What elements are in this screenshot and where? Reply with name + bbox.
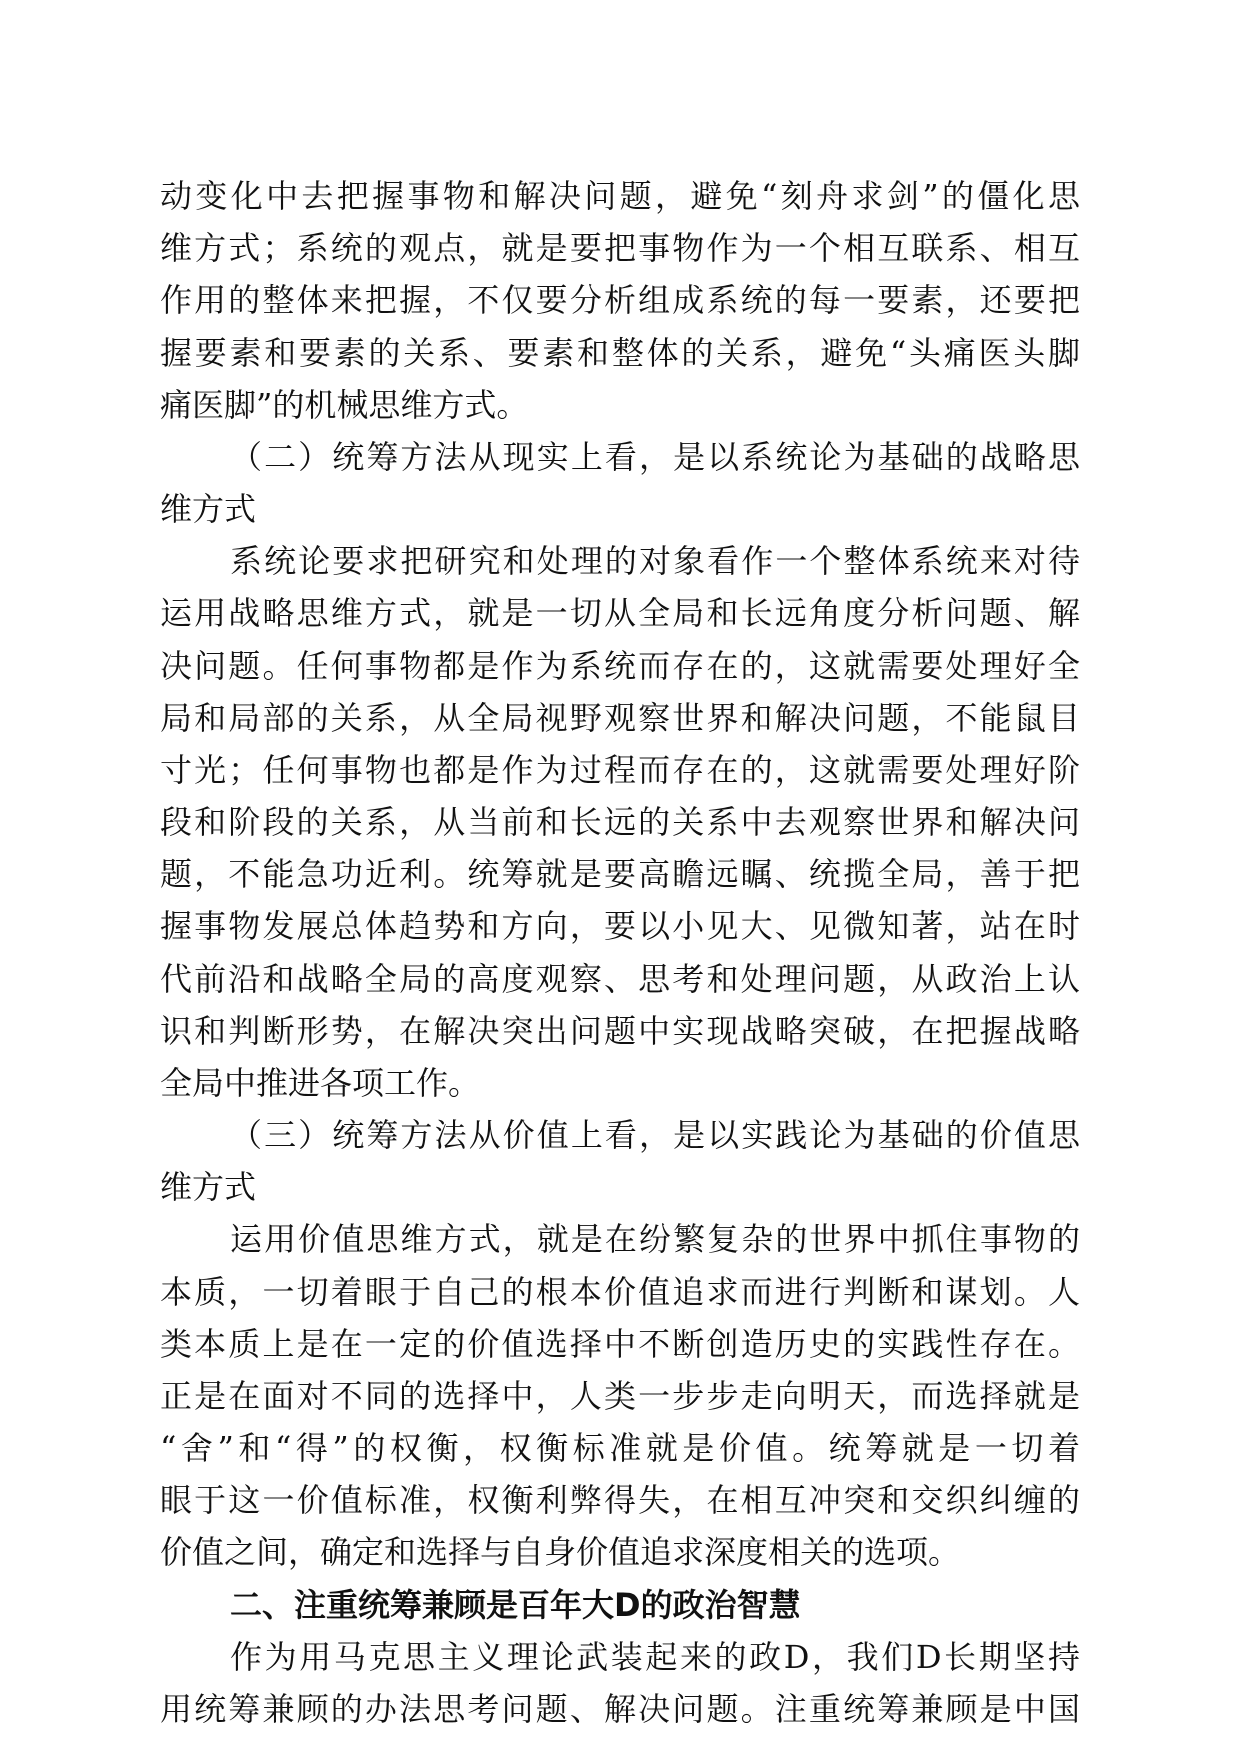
text-line: 运用战略思维方式，就是一切从全局和长远角度分析问题、解 <box>160 594 1080 633</box>
text-line: 全局中推进各项工作。 <box>160 1063 481 1102</box>
text-line: 本质，一切着眼于自己的根本价值追求而进行判断和谋划。人 <box>160 1272 1080 1311</box>
text-line: 局和局部的关系，从全局视野观察世界和解决问题，不能鼠目 <box>160 698 1080 737</box>
text-line: 用统筹兼顾的办法思考问题、解决问题。注重统筹兼顾是中国 <box>160 1689 1080 1728</box>
section-heading-cont: 维方式 <box>160 490 257 528</box>
text-line: 握要素和要素的关系、要素和整体的关系，避免“头痛医头脚 <box>160 333 1080 372</box>
text-line: 代前沿和战略全局的高度观察、思考和处理问题，从政治上认 <box>160 959 1080 998</box>
paragraph-first-line: 运用价值思维方式，就是在纷繁复杂的世界中抓住事物的 <box>230 1220 1080 1259</box>
text-line: 题，不能急功近利。统筹就是要高瞻远瞩、统揽全局，善于把 <box>160 855 1080 894</box>
chapter-heading: 二、注重统筹兼顾是百年大D的政治智慧 <box>230 1585 801 1624</box>
section-heading-cont: 维方式 <box>160 1168 257 1207</box>
text-line: 握事物发展总体趋势和方向，要以小见大、见微知著，站在时 <box>160 907 1080 946</box>
text-line: “舍”和“得”的权衡，权衡标准就是价值。统筹就是一切着 <box>160 1429 1080 1467</box>
paragraph-first-line: 作为用马克思主义理论武装起来的政D，我们D长期坚持 <box>230 1637 1080 1676</box>
text-line: 决问题。任何事物都是作为系统而存在的，这就需要处理好全 <box>160 646 1080 685</box>
text-line: 动变化中去把握事物和解决问题，避免“刻舟求剑”的僵化思 <box>160 177 1080 215</box>
text-line: 识和判断形势，在解决突出问题中实现战略突破，在把握战略 <box>160 1011 1080 1050</box>
text-line: 段和阶段的关系，从当前和长远的关系中去观察世界和解决问 <box>160 803 1080 841</box>
section-heading: （二）统筹方法从现实上看，是以系统论为基础的战略思 <box>230 437 1080 476</box>
text-line: 正是在面对不同的选择中，人类一步步走向明天，而选择就是 <box>160 1376 1080 1415</box>
section-heading: （三）统筹方法从价值上看，是以实践论为基础的价值思 <box>230 1116 1080 1154</box>
text-line: 类本质上是在一定的价值选择中不断创造历史的实践性存在。 <box>160 1324 1080 1363</box>
text-line: 眼于这一价值标准，权衡利弊得失，在相互冲突和交织纠缠的 <box>160 1481 1080 1520</box>
text-line: 寸光；任何事物也都是作为过程而存在的，这就需要处理好阶 <box>160 750 1080 789</box>
text-line: 价值之间，确定和选择与自身价值追求深度相关的选项。 <box>160 1533 961 1572</box>
text-line: 维方式；系统的观点，就是要把事物作为一个相互联系、相互 <box>160 229 1080 268</box>
text-line: 作用的整体来把握，不仅要分析组成系统的每一要素，还要把 <box>160 281 1080 320</box>
text-line: 痛医脚”的机械思维方式。 <box>160 385 529 424</box>
paragraph-first-line: 系统论要求把研究和处理的对象看作一个整体系统来对待 <box>230 542 1080 581</box>
